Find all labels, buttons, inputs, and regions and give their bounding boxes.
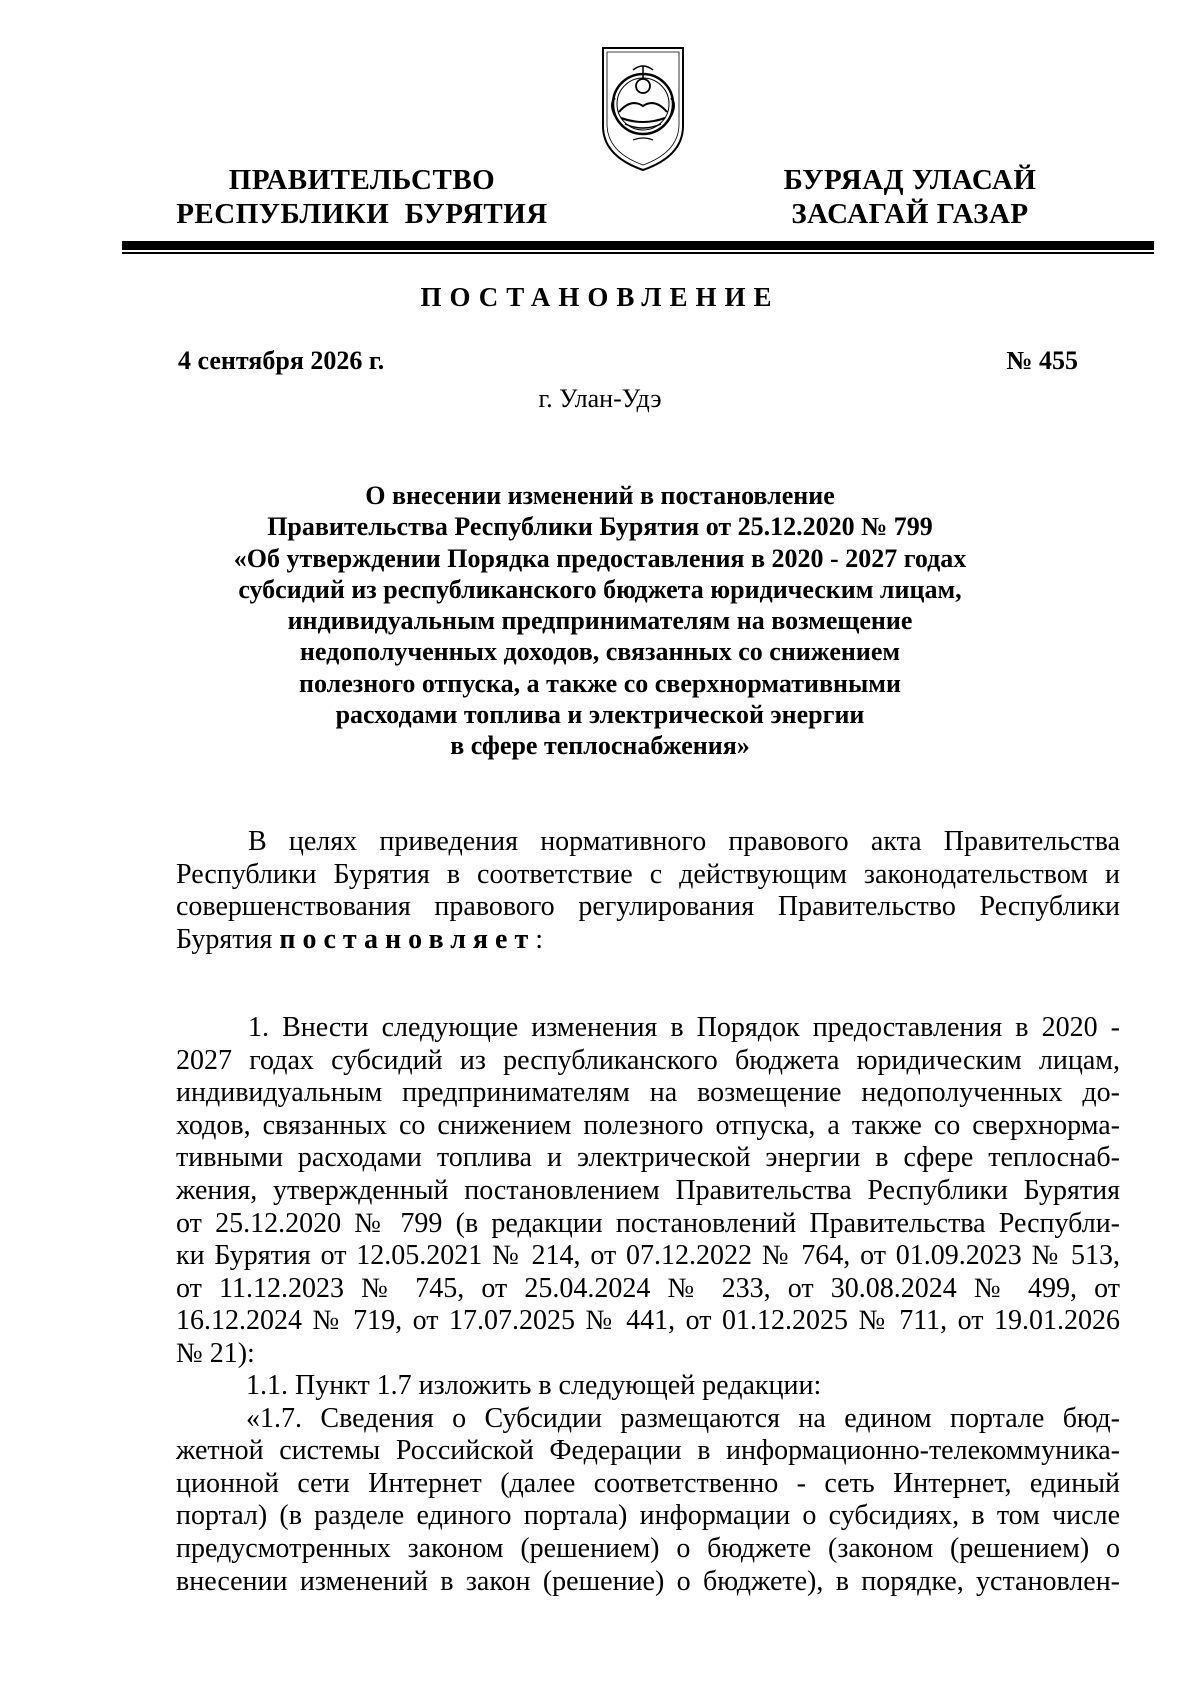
- header-divider-thick: [122, 241, 1154, 250]
- subject-line: расходами топлива и электрической энергии: [335, 700, 865, 730]
- government-name-buryat: [760, 163, 1060, 231]
- item-1-line: 16.12.2024 № 719, от 17.07.2025 № 441, от 01.12.2025 № 711, от 19.01.2026: [176, 1305, 1120, 1337]
- subject-line: в сфере теплоснабжения»: [450, 731, 750, 761]
- header-divider-thin: [122, 252, 1154, 254]
- item-1-line: 1. Внести следующие изменения в Порядок предоставления в 2020 -: [248, 1012, 1120, 1043]
- government-name-buryat-line-1: БУРЯАД УЛАСАЙ: [783, 164, 1037, 196]
- government-name-russian: [160, 163, 564, 231]
- document-city: г. Улан-Удэ: [538, 384, 662, 413]
- preamble-line: совершенствования правового регулирования Правительство Республики: [176, 891, 1120, 923]
- document-number: № 455: [1006, 346, 1078, 375]
- subject-line: недополученных доходов, связанных со снижением: [299, 637, 901, 667]
- item-1-1-paragraph: [176, 1370, 1120, 1598]
- item-1-paragraph: [176, 1012, 1120, 1371]
- document-subject: [160, 480, 1040, 762]
- item-1-line: ходов, связанных со снижением полезного отпуска, а также со сверхнорма-: [176, 1109, 1120, 1141]
- item-1-line: индивидуальным предпринимателям на возмещение недополученных до-: [176, 1077, 1120, 1109]
- document-date: 4 сентября 2026 г.: [178, 346, 385, 375]
- government-name-buryat-line-2: ЗАСАГАЙ ГАЗАР: [791, 198, 1029, 230]
- subject-line: субсидий из республиканского бюджета юридическим лицам,: [238, 574, 962, 604]
- coat-of-arms-emblem: [597, 44, 689, 174]
- item-1-line: 2027 годах субсидий из республиканского бюджета юридическим лицам,: [176, 1044, 1120, 1076]
- item-1-1-line: внесении изменений в закон (решение) о бюджете), в порядке, установлен-: [176, 1565, 1120, 1597]
- item-1-line: от 11.12.2023 № 745, от 25.04.2024 № 233, от 30.08.2024 № 499, от: [176, 1272, 1120, 1304]
- preamble-paragraph: [176, 826, 1120, 956]
- subject-line: полезного отпуска, а также со сверхнормативными: [299, 668, 901, 698]
- government-name-line-1: ПРАВИТЕЛЬСТВО: [228, 164, 496, 196]
- government-name-line-2: РЕСПУБЛИКИ БУРЯТИЯ: [176, 198, 548, 230]
- subject-line: «Об утверждении Порядка предоставления в 2020 - 2027 годах: [233, 543, 967, 573]
- preamble-last-prefix: Бурятия: [176, 923, 280, 955]
- item-1-line: ки Бурятия от 12.05.2021 № 214, от 07.12.2022 № 764, от 01.09.2023 № 513,: [176, 1240, 1120, 1272]
- preamble-line: В целях приведения нормативного правового акта Правительства: [248, 826, 1120, 857]
- preamble-last-line: [176, 924, 1120, 957]
- resolves-word: постановляет: [279, 923, 536, 955]
- item-1-1-line: жетной системы Российской Федерации в информационно-телекоммуника-: [176, 1435, 1120, 1467]
- item-1-1-line: ционной сети Интернет (далее соответственно - сеть Интернет, единый: [176, 1467, 1120, 1499]
- item-1-line: от 25.12.2020 № 799 (в редакции постановлений Правительства Республи-: [176, 1207, 1120, 1239]
- item-1-1-line: портал) (в разделе единого портала) информации о субсидиях, в том числе: [176, 1500, 1120, 1532]
- item-1-line: тивными расходами топлива и электрической энергии в сфере теплоснаб-: [176, 1142, 1120, 1174]
- item-1-line: жения, утвержденный постановлением Правительства Республики Бурятия: [176, 1174, 1120, 1206]
- subject-line: Правительства Республики Бурятия от 25.12.2020 № 799: [267, 512, 933, 542]
- item-1-1-line: «1.7. Сведения о Субсидии размещаются на едином портале бюд-: [246, 1402, 1120, 1434]
- item-1-line: № 21):: [176, 1337, 255, 1369]
- item-1-1-heading: 1.1. Пункт 1.7 изложить в следующей редакции:: [246, 1370, 822, 1401]
- subject-line: индивидуальным предпринимателям на возмещение: [287, 606, 913, 636]
- preamble-line: Республики Бурятия в соответствие с действующим законодательством и: [176, 858, 1120, 890]
- item-1-1-line: предусмотренных законом (решением) о бюджете (законом (решением) о: [176, 1532, 1120, 1564]
- preamble-last-suffix: :: [535, 923, 544, 955]
- subject-line: О внесении изменений в постановление: [365, 481, 835, 510]
- document-title: ПОСТАНОВЛЕНИЕ: [420, 282, 780, 312]
